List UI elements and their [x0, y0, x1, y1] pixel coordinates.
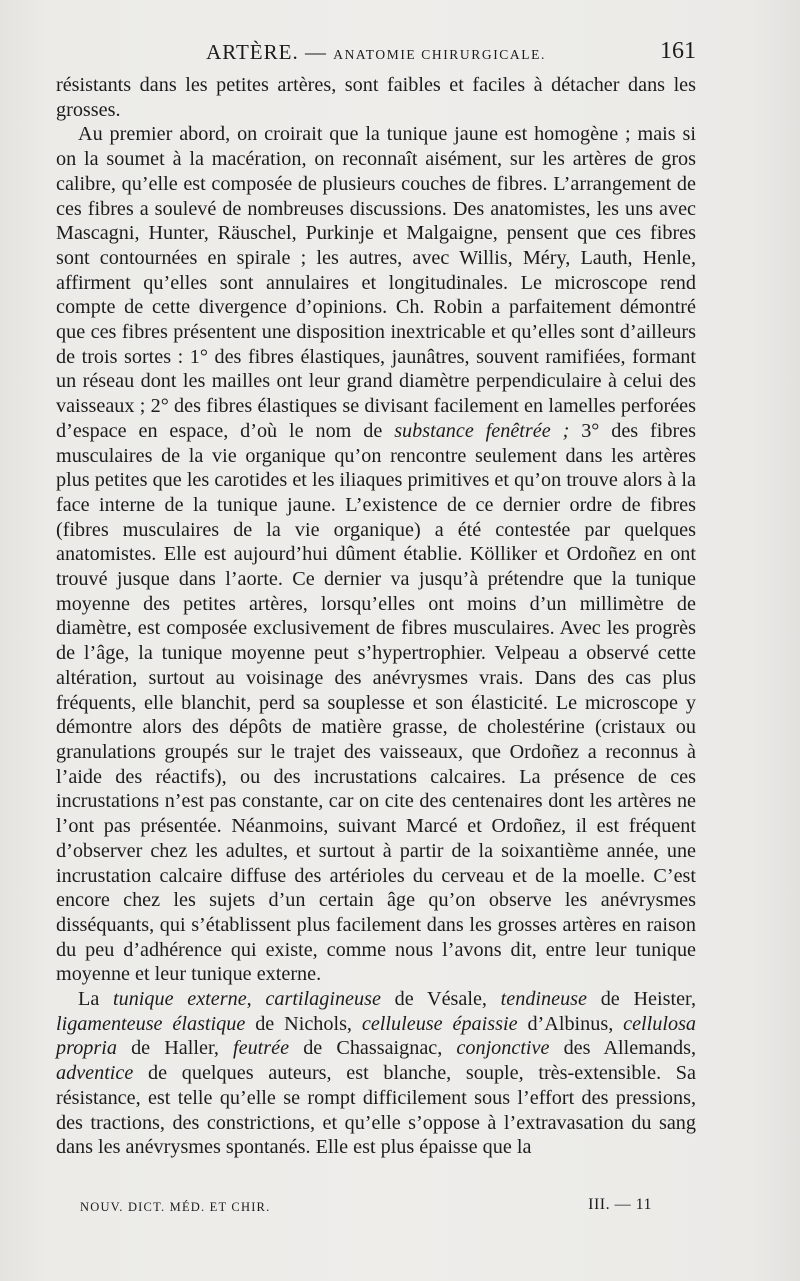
- text-run: de Heister,: [587, 988, 697, 1011]
- text-run: La: [78, 988, 113, 1011]
- italic-term: feutrée: [233, 1037, 290, 1060]
- paragraph: [56, 73, 696, 122]
- header-dash: —: [304, 40, 327, 64]
- italic-term: tendineuse: [500, 988, 588, 1011]
- text-run: d’Albinus,: [517, 1012, 624, 1035]
- text-run: ,: [246, 988, 266, 1011]
- italic-term: conjonctive: [456, 1037, 550, 1060]
- text-run: résistants dans les petites artères, sont faibles et faciles à détacher dans les grosses.: [56, 74, 696, 121]
- italic-term: cellulosa propria: [56, 1012, 697, 1060]
- italic-term: ligamenteuse élastique: [56, 1012, 246, 1035]
- italic-term: adventice: [56, 1062, 134, 1085]
- page-footer: [80, 1198, 652, 1220]
- text-run: 3° des fibres musculaires de la vie organique qu’on rencontre seulement dans les artères plus petites que les carotides et les iliaques primitives et qu’on trouve alors à la face interne de la tunique jaune. L’existence de ce dernier ordre de fibres (fibres musculaires de la vie organique) a été contestée par quelques anatomistes. Elle est aujourd’hui dûment établie. Kölliker et Ordoñez en ont trouvé jusque dans l’aorte. Ce dernier va jusqu’à prétendre que la tunique moyenne des petites artères, lorsqu’elles ont moins d’un millimètre de diamètre, est composée exclusivement de fibres musculaires. Avec les progrès de l’âge, la tunique moyenne peut s’hypertrophier. Velpeau a observé cette altération, surtout au voisinage des anévrysmes vrais. Dans des cas plus fréquents, elle blanchit, perd sa souplesse et son élasticité. Le microscope y démontre alors des dépôts de matière grasse, de cholestérine (cristaux ou granulations groupés sur le trajet des vaisseaux, que Ordoñez a reconnus à l’aide des réactifs), ou des incrustations calcaires. La présence de ces incrustations n’est pas constante, car on cite des centenaires dont les artères ne l’ont pas présentée. Néanmoins, suivant Marcé et Ordoñez, il est fréquent d’observer chez les adultes, et surtout à partir de la soixantième année, une incrustation calcaire diffuse des artérioles du cerveau et de la moelle. C’est encore chez les sujets d’un certain âge qu’on observe les anévrysmes disséquants, qui s’établissent plus facilement dans les grosses artères en raison du peu d’adhérence qui existe, comme nous l’avons dit, entre leur tunique moyenne et leur tunique externe.: [56, 419, 696, 986]
- footer-volume-sheet: III. — 11: [588, 1196, 652, 1213]
- footer-signature: NOUV. DICT. MÉD. ET CHIR.: [80, 1200, 271, 1214]
- text-run: de quelques auteurs, est blanche, souple, très-extensible. Sa résistance, est telle qu’elle se rompt difficilement sous l’effort des pressions, des tractions, des constrictions, et qu’elle s’oppose à l’extravasation du sang dans les anévrysmes spontanés. Elle est plus épaisse que la: [56, 1062, 696, 1159]
- running-header: [56, 40, 696, 70]
- header-title-sub: ANATOMIE CHIRURGICALE.: [333, 47, 546, 62]
- text-run: de Haller,: [116, 1037, 234, 1060]
- italic-term: tunique externe: [113, 988, 247, 1011]
- text-run: de Chassaignac,: [289, 1037, 457, 1060]
- header-title-main: ARTÈRE.: [206, 40, 299, 64]
- italic-term: celluleuse épaissie: [361, 1012, 518, 1035]
- text-run: de Vésale,: [380, 988, 501, 1011]
- body-text: [56, 73, 696, 1160]
- italic-term: substance fenêtrée ;: [394, 419, 570, 442]
- text-run: des Allemands,: [549, 1037, 696, 1060]
- text-run: de Nichols,: [245, 1012, 362, 1035]
- paragraph: [56, 987, 696, 1160]
- italic-term: cartilagineuse: [265, 988, 381, 1011]
- page-number: 161: [660, 38, 696, 64]
- header-title: [56, 40, 696, 65]
- paragraph: [56, 122, 696, 987]
- text-run: Au premier abord, on croirait que la tunique jaune est homogène ; mais si on la soumet à la macération, on reconnaît aisément, sur les artères de gros calibre, qu’elle est composée de plusieurs couches de fibres. L’arrangement de ces fibres a soulevé de nombreuses discussions. Des anatomistes, les uns avec Mascagni, Hunter, Räuschel, Purkinje et Malgaigne, pensent que ces fibres sont contournées en spirale ; les autres, avec Willis, Méry, Lauth, Henle, affirment qu’elles sont annulaires et longitudinales. Le microscope rend compte de cette divergence d’opinions. Ch. Robin a parfaitement démontré que ces fibres présentent une disposition inextricable et qu’elles sont d’ailleurs de trois sortes : 1° des fibres élastiques, jaunâtres, souvent ramifiées, formant un réseau dont les mailles ont leur grand diamètre perpendiculaire à celui des vaisseaux ; 2° des fibres élastiques se divisant facilement en lamelles perforées d’espace en espace, d’où le nom de: [56, 123, 696, 442]
